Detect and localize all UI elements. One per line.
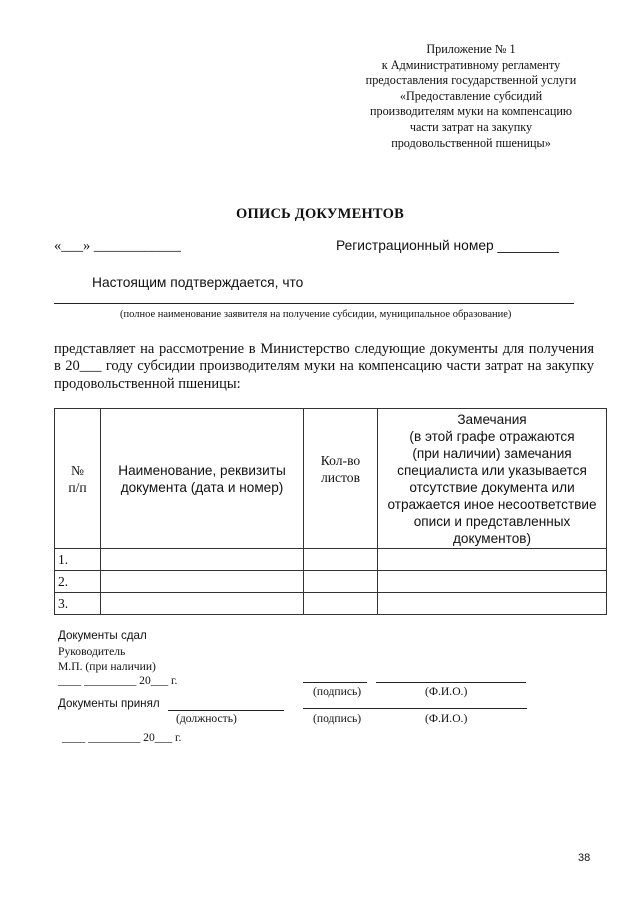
- fio-caption-1: (Ф.И.О.): [425, 685, 468, 698]
- header-qty: [304, 409, 378, 549]
- table-header-row: [55, 409, 607, 549]
- body-paragraph: представляет на рассмотрение в Министерство следующие документы для получения в 20___ году субсидии производителям муки на компенсацию части затрат на закупку продовольственной пшеницы:: [54, 341, 594, 392]
- header-num-text: № п/п: [68, 462, 87, 495]
- row-remarks-cell[interactable]: [378, 549, 607, 571]
- signature-caption-1: (подпись): [313, 685, 362, 698]
- signature-caption-2: (подпись): [313, 712, 362, 725]
- header-name: [101, 409, 304, 549]
- row-number: 3.: [55, 593, 101, 615]
- row-qty-cell[interactable]: [304, 549, 378, 571]
- appendix-line: производителям муки на компенсацию: [369, 104, 573, 119]
- appendix-header: [346, 42, 596, 151]
- appendix-line: Приложение № 1: [426, 42, 516, 56]
- stamp-label: М.П. (при наличии): [58, 660, 156, 673]
- position-caption: (должность): [176, 712, 237, 725]
- position-line: [168, 710, 284, 711]
- row-name-cell[interactable]: [101, 549, 304, 571]
- header-remarks-text: Замечания (в этой графе отражаются (при наличии) замечания специалиста или указывается отсутствие документа или отражается иное несоответствие описи и представленных документов): [387, 411, 597, 546]
- header-name-text: Наименование, реквизиты документа (дата и номер): [118, 462, 286, 495]
- date-line-1: ____ _________ 20___ г.: [58, 674, 178, 687]
- row-qty-cell[interactable]: [304, 571, 378, 593]
- fio-line-1: [376, 682, 526, 683]
- documents-table: [54, 408, 607, 615]
- header-remarks: [378, 409, 607, 549]
- document-title: ОПИСЬ ДОКУМЕНТОВ: [236, 206, 404, 222]
- head-label: Руководитель: [58, 645, 126, 658]
- table-row: [55, 593, 607, 615]
- appendix-line: предоставления государственной услуги: [365, 73, 577, 88]
- appendix-line: продовольственной пшеницы»: [391, 135, 551, 150]
- registration-number-field: Регистрационный номер ________: [336, 238, 559, 253]
- applicant-caption: (полное наименование заявителя на получение субсидии, муниципальное образование): [120, 309, 512, 320]
- row-name-cell[interactable]: [101, 593, 304, 615]
- row-name-cell[interactable]: [101, 571, 304, 593]
- date-field: «___» ____________: [54, 238, 181, 254]
- row-remarks-cell[interactable]: [378, 571, 607, 593]
- appendix-line: к Административному регламенту: [381, 57, 561, 72]
- accepted-label: Документы принял: [58, 697, 160, 710]
- applicant-name-line: [54, 303, 574, 304]
- row-qty-cell[interactable]: [304, 593, 378, 615]
- date-line-2: ____ _________ 20___ г.: [62, 731, 182, 744]
- confirm-text: Настоящим подтверждается, что: [92, 275, 304, 290]
- row-number: 2.: [55, 571, 101, 593]
- header-num: [55, 409, 101, 549]
- appendix-line: части затрат на закупку: [409, 119, 533, 134]
- signature-fio-line-2: [303, 708, 527, 709]
- table-row: [55, 571, 607, 593]
- signature-line-1: [303, 682, 367, 683]
- page-number: 38: [578, 852, 591, 864]
- fio-caption-2: (Ф.И.О.): [425, 712, 468, 725]
- row-number: 1.: [55, 549, 101, 571]
- table-row: [55, 549, 607, 571]
- handed-over-label: Документы сдал: [58, 629, 147, 642]
- header-qty-text: Кол-во листов: [320, 452, 361, 485]
- row-remarks-cell[interactable]: [378, 593, 607, 615]
- appendix-line: «Предоставление субсидий: [399, 88, 543, 103]
